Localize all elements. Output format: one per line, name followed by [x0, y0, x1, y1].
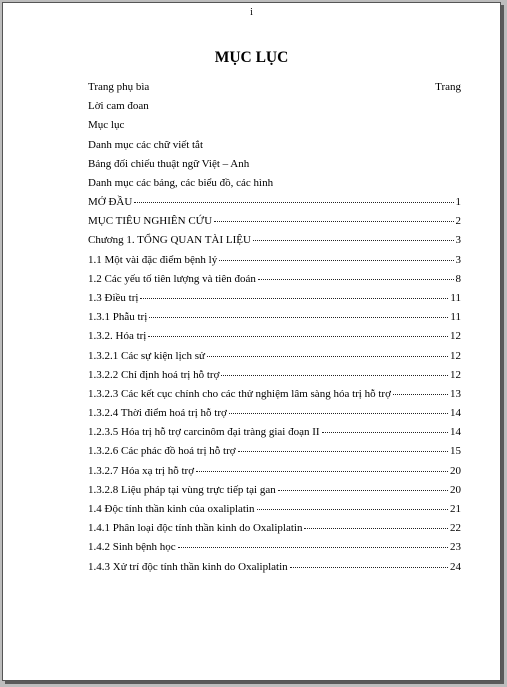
toc-entry-page: 3 — [455, 234, 461, 247]
toc-entry — [88, 465, 461, 484]
toc-entry — [88, 503, 461, 522]
toc-entry — [88, 292, 461, 311]
toc-entry-page: 12 — [450, 330, 461, 343]
toc-entry-page: 14 — [450, 407, 461, 420]
toc-front-item — [88, 100, 461, 119]
toc-entry-page: 1 — [455, 196, 461, 208]
dot-leader — [304, 528, 448, 529]
toc-entry-label: 1.3 Điều trị — [88, 291, 139, 304]
dot-leader — [149, 317, 448, 318]
toc-entry-label: 1.3.2.1 Các sự kiện lịch sử — [88, 349, 206, 362]
toc-entry-label: 1.2 Các yếu tố tiên lượng và tiên đoán — [88, 272, 256, 285]
document-page — [2, 2, 501, 681]
toc-entry — [88, 254, 461, 273]
dot-leader — [134, 202, 453, 203]
toc-entry — [88, 484, 461, 503]
toc-entry-page: 21 — [450, 503, 461, 515]
toc-entry — [88, 350, 461, 369]
toc-entry-label: MỞ ĐẦU — [88, 196, 133, 208]
toc-entry-page: 15 — [450, 445, 461, 458]
dot-leader — [207, 356, 448, 357]
toc-entry-page: 13 — [450, 387, 461, 400]
toc-entry — [88, 541, 461, 560]
dot-leader — [148, 336, 448, 337]
dot-leader — [219, 260, 453, 261]
dot-leader — [196, 471, 448, 472]
toc-entry-page: 24 — [450, 560, 461, 573]
toc-entry — [88, 369, 461, 388]
toc-entry — [88, 273, 461, 292]
dot-leader — [258, 279, 454, 280]
dot-leader — [257, 509, 449, 510]
toc-entry-label: 1.3.2.8 Liệu pháp tại vùng trực tiếp tại gan — [88, 483, 276, 496]
toc-entry-label: 1.3.2.2 Chỉ định hoá trị hỗ trợ — [88, 368, 220, 381]
toc-front-item — [88, 119, 461, 138]
toc-entry-page: 12 — [450, 349, 461, 362]
dot-leader — [178, 547, 448, 548]
toc-entry-page: 22 — [450, 522, 461, 535]
dot-leader — [253, 240, 454, 241]
toc-item-label: Mục lục — [88, 119, 125, 132]
toc-entry-label: MỤC TIÊU NGHIÊN CỨU — [88, 215, 213, 228]
toc-entry — [88, 445, 461, 464]
toc-entry-page: 11 — [450, 291, 461, 304]
toc-entry — [88, 215, 461, 234]
toc-entry-label: 1.4.2 Sinh bệnh học — [88, 541, 176, 554]
toc-item-label: Danh mục các bảng, các biểu đồ, các hình — [88, 176, 274, 189]
toc-entry-page: 3 — [455, 253, 461, 266]
toc-entry-label: Chương 1. TỔNG QUAN TÀI LIỆU — [88, 234, 251, 247]
toc-entry-label: 1.4.3 Xử trí độc tính thần kinh do Oxaliplatin — [88, 560, 288, 573]
toc-entry — [88, 330, 461, 349]
toc-entry-label: 1.4.1 Phân loại độc tính thần kinh do Oxaliplatin — [88, 522, 303, 535]
toc-entry-page: 2 — [455, 215, 461, 228]
toc-entries — [88, 196, 461, 580]
toc-entry-page: 8 — [455, 272, 461, 285]
toc-entry-page: 20 — [450, 464, 461, 477]
toc-front-item — [88, 177, 461, 196]
toc-entry-page: 14 — [450, 426, 461, 439]
toc-entry — [88, 561, 461, 580]
toc-entry-page: 11 — [450, 311, 461, 324]
toc-entry-label: 1.3.2. Hóa trị — [88, 330, 147, 343]
toc-entry — [88, 388, 461, 407]
dot-leader — [238, 451, 448, 452]
page-column-header: Trang — [435, 81, 461, 93]
toc-entry-page: 20 — [450, 483, 461, 496]
page-title: MỤC LỤC — [214, 49, 289, 66]
dot-leader — [229, 413, 448, 414]
toc-entry-label: 1.3.2.7 Hóa xạ trị hỗ trợ — [88, 464, 195, 477]
toc-item-label: Lời cam đoan — [88, 100, 149, 113]
toc-entry — [88, 196, 461, 215]
toc-entry — [88, 522, 461, 541]
dot-leader — [278, 490, 448, 491]
toc-entry-page: 12 — [450, 368, 461, 381]
toc-front-item — [88, 139, 461, 158]
dot-leader — [214, 221, 453, 222]
toc-front-item — [88, 158, 461, 177]
toc-entry — [88, 407, 461, 426]
table-of-contents — [88, 81, 461, 196]
toc-item-label: Trang phụ bìa — [88, 81, 150, 93]
toc-entry — [88, 234, 461, 253]
dot-leader — [290, 567, 448, 568]
dot-leader — [140, 298, 448, 299]
dot-leader — [393, 394, 448, 395]
toc-entry-label: 1.3.2.4 Thời điểm hoá trị hỗ trợ — [88, 407, 227, 420]
toc-entry-label: 1.4 Độc tính thần kinh của oxaliplatin — [88, 503, 255, 515]
toc-item-label: Bảng đối chiếu thuật ngữ Việt – Anh — [88, 157, 250, 170]
toc-entry-page: 23 — [450, 541, 461, 554]
toc-entry-label: 1.2.3.5 Hóa trị hỗ trợ carcinôm đại tràng giai đoạn II — [88, 426, 320, 439]
page-number: i — [250, 7, 253, 18]
toc-entry — [88, 311, 461, 330]
dot-leader — [322, 432, 448, 433]
toc-entry-label: 1.3.2.3 Các kết cục chính cho các thử nghiệm lâm sàng hóa trị hỗ trợ — [88, 387, 391, 400]
toc-entry-label: 1.1 Một vài đặc điểm bệnh lý — [88, 253, 218, 266]
toc-entry — [88, 426, 461, 445]
toc-header-row — [88, 81, 461, 100]
dot-leader — [221, 375, 448, 376]
toc-entry-label: 1.3.1 Phẫu trị — [88, 311, 148, 324]
toc-item-label: Danh mục các chữ viết tắt — [88, 138, 203, 151]
toc-entry-label: 1.3.2.6 Các phác đồ hoá trị hỗ trợ — [88, 445, 236, 458]
